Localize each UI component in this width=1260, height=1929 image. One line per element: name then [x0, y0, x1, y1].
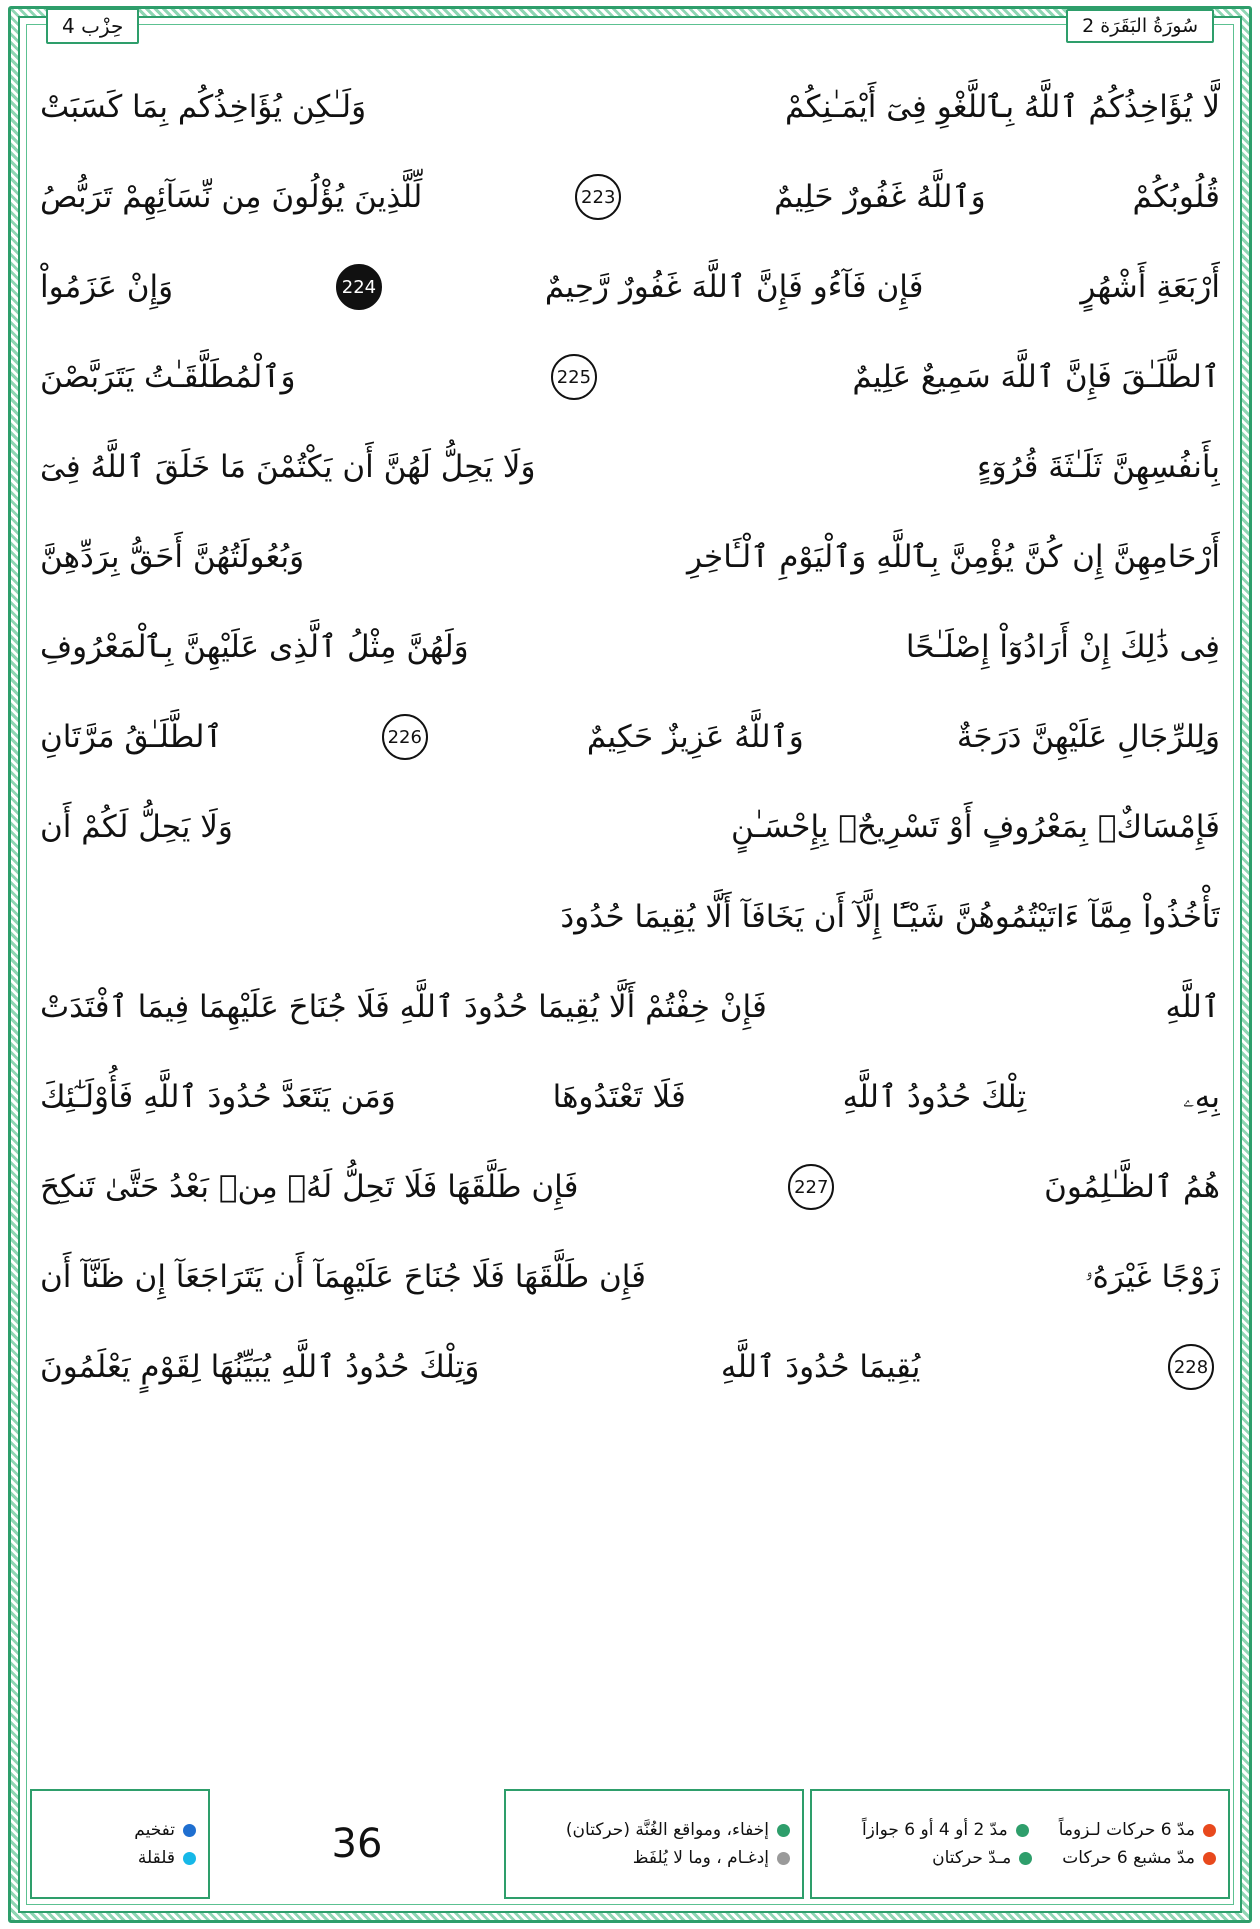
quran-text-segment: ٱلطَّلَـٰقُ مَرَّتَانِ	[40, 718, 223, 755]
legend-dot	[777, 1824, 790, 1837]
ayah-number-marker: 224	[336, 264, 382, 310]
quran-text-segment: وَمَن يَتَعَدَّ حُدُودَ ٱللَّهِ فَأُوْلَـٰٓئِكَ	[40, 1078, 396, 1115]
legend-label: مدّ مشبع 6 حركات	[1062, 1848, 1195, 1868]
quran-text-segment: بِهِۦ	[1182, 1078, 1220, 1115]
quran-text-body	[40, 62, 1220, 1749]
quran-line	[40, 1052, 1220, 1142]
ayah-number-marker: 225	[551, 354, 597, 400]
quran-text-segment: وَبُعُولَتُهُنَّ أَحَقُّ بِرَدِّهِنَّ	[40, 538, 305, 575]
legend-dot	[1203, 1824, 1216, 1837]
quran-line	[40, 422, 1220, 512]
quran-text-segment: لَّا يُؤَاخِذُكُمُ ٱللَّهُ بِٱللَّغْوِ فِىٓ أَيْمَـٰنِكُمْ	[785, 88, 1220, 125]
quran-text-segment: أَرْبَعَةِ أَشْهُرٍ	[1080, 268, 1220, 305]
quran-text-segment: تَأْخُذُواْ مِمَّآ ءَاتَيْتُمُوهُنَّ شَيْـًٔا إِلَّآ أَن يَخَافَآ أَلَّا يُقِيمَا حُدُودَ	[560, 898, 1220, 935]
quran-text-segment: لِّلَّذِينَ يُؤْلُونَ مِن نِّسَآئِهِمْ تَرَبُّصُ	[40, 178, 423, 215]
legend-dot	[1019, 1852, 1032, 1865]
quran-text-segment: فَإِن طَلَّقَهَا فَلَا جُنَاحَ عَلَيْهِمَآ أَن يَتَرَاجَعَآ إِن ظَنَّآ أَن	[40, 1258, 646, 1295]
quran-text-segment: فَإِمْسَاكٌۢ بِمَعْرُوفٍ أَوْ تَسْرِيحٌۢ بِإِحْسَـٰنٍ	[730, 808, 1220, 845]
legend-item	[518, 1820, 790, 1840]
quran-text-segment: قُلُوبُكُمْ	[1132, 178, 1220, 215]
ayah-number-marker: 223	[575, 174, 621, 220]
sura-label: سُورَةُ البَقَرَة 2	[1066, 9, 1214, 44]
quran-text-segment: وَتِلْكَ حُدُودُ ٱللَّهِ يُبَيِّنُهَا لِقَوْمٍ يَعْلَمُونَ	[40, 1348, 480, 1385]
quran-text-segment: وَلَهُنَّ مِثْلُ ٱلَّذِى عَلَيْهِنَّ بِٱلْمَعْرُوفِ	[40, 628, 469, 665]
quran-line	[40, 602, 1220, 692]
quran-line	[40, 512, 1220, 602]
quran-line	[40, 872, 1220, 962]
ayah-number-marker: 226	[382, 714, 428, 760]
quran-text-segment: تِلْكَ حُدُودُ ٱللَّهِ	[842, 1078, 1027, 1115]
quran-text-segment: وَلَا يَحِلُّ لَكُمْ أَن	[40, 808, 233, 845]
legend-dot	[777, 1852, 790, 1865]
quran-text-segment: وَلِلرِّجَالِ عَلَيْهِنَّ دَرَجَةٌ	[956, 718, 1220, 755]
legend-dot	[1203, 1852, 1216, 1865]
legend-dot	[183, 1852, 196, 1865]
legend-label: قلقلة	[137, 1848, 175, 1868]
page-number: 36	[331, 1821, 383, 1867]
legend-item	[44, 1848, 196, 1868]
ayah-number-marker: 227	[788, 1164, 834, 1210]
quran-text-segment: وَٱللَّهُ غَفُورٌ حَلِيمٌ	[774, 178, 986, 215]
legend-group-tafkhim	[30, 1789, 210, 1899]
quran-text-segment: وَلَـٰكِن يُؤَاخِذُكُم بِمَا كَسَبَتْ	[40, 88, 367, 125]
quran-line	[40, 242, 1220, 332]
legend-item	[518, 1848, 790, 1868]
legend-dot	[1016, 1824, 1029, 1837]
legend-group-madd	[810, 1789, 1230, 1899]
legend-label: إدغـام ، وما لا يُلفَظ	[632, 1848, 769, 1868]
quran-text-segment: هُمُ ٱلظَّـٰلِمُونَ	[1044, 1168, 1220, 1205]
page-header	[26, 6, 1234, 46]
quran-text-segment: بِأَنفُسِهِنَّ ثَلَـٰثَةَ قُرُوٓءٍ	[976, 448, 1220, 485]
quran-line	[40, 152, 1220, 242]
quran-text-segment: فَإِنْ خِفْتُمْ أَلَّا يُقِيمَا حُدُودَ ٱللَّهِ فَلَا جُنَاحَ عَلَيْهِمَا فِيمَا ٱفْتَدَتْ	[40, 988, 767, 1025]
legend-item	[824, 1848, 1216, 1868]
quran-text-segment: ٱلطَّلَـٰقَ فَإِنَّ ٱللَّهَ سَمِيعٌ عَلِيمٌ	[852, 358, 1220, 395]
legend-group-ghunna	[504, 1789, 804, 1899]
quran-text-segment: زَوْجًا غَيْرَهُۥ	[1084, 1258, 1220, 1295]
quran-line	[40, 692, 1220, 782]
quran-line	[40, 782, 1220, 872]
quran-text-segment: أَرْحَامِهِنَّ إِن كُنَّ يُؤْمِنَّ بِٱللَّهِ وَٱلْيَوْمِ ٱلْـَٔاخِرِ	[686, 538, 1220, 575]
legend-label: مـدّ حركتان	[932, 1848, 1012, 1868]
quran-text-segment: فَإِن فَآءُو فَإِنَّ ٱللَّهَ غَفُورٌ رَّحِيمٌ	[544, 268, 924, 305]
legend-label: إخفاء، ومواقع الغُنَّة (حركتان)	[565, 1820, 769, 1840]
quran-line	[40, 1232, 1220, 1322]
legend-item	[44, 1820, 196, 1840]
quran-text-segment: وَلَا يَحِلُّ لَهُنَّ أَن يَكْتُمْنَ مَا خَلَقَ ٱللَّهُ فِىٓ	[40, 448, 536, 485]
quran-text-segment: وَٱللَّهُ عَزِيزٌ حَكِيمٌ	[586, 718, 804, 755]
quran-line	[40, 1142, 1220, 1232]
quran-text-segment: وَٱلْمُطَلَّقَـٰتُ يَتَرَبَّصْنَ	[40, 358, 296, 395]
quran-text-segment: فَإِن طَلَّقَهَا فَلَا تَحِلُّ لَهُۥ مِنۢ بَعْدُ حَتَّىٰ تَنكِحَ	[40, 1168, 579, 1205]
quran-line	[40, 332, 1220, 422]
quran-line	[40, 62, 1220, 152]
quran-text-segment: فِى ذَٰلِكَ إِنْ أَرَادُوٓاْ إِصْلَـٰحًا	[905, 628, 1220, 665]
legend-label: مدّ 6 حركات لـزوماً	[1058, 1820, 1195, 1840]
legend-dot	[183, 1824, 196, 1837]
quran-text-segment: يُقِيمَا حُدُودَ ٱللَّهِ	[720, 1348, 921, 1385]
ayah-number-marker: 228	[1168, 1344, 1214, 1390]
quran-text-segment: ٱللَّهِ	[1165, 988, 1220, 1025]
legend-label: مدّ 2 أو 4 أو 6 جوازاً	[861, 1820, 1008, 1840]
legend-label: تفخيم	[134, 1820, 175, 1840]
quran-line	[40, 962, 1220, 1052]
legend-item	[824, 1820, 1216, 1840]
quran-text-segment: فَلَا تَعْتَدُوهَا	[552, 1078, 686, 1115]
quran-text-segment: وَإِنْ عَزَمُواْ	[40, 268, 174, 305]
hizb-label: حِزْب 4	[46, 8, 139, 44]
quran-line	[40, 1322, 1220, 1412]
tajweed-legend	[30, 1789, 1230, 1899]
